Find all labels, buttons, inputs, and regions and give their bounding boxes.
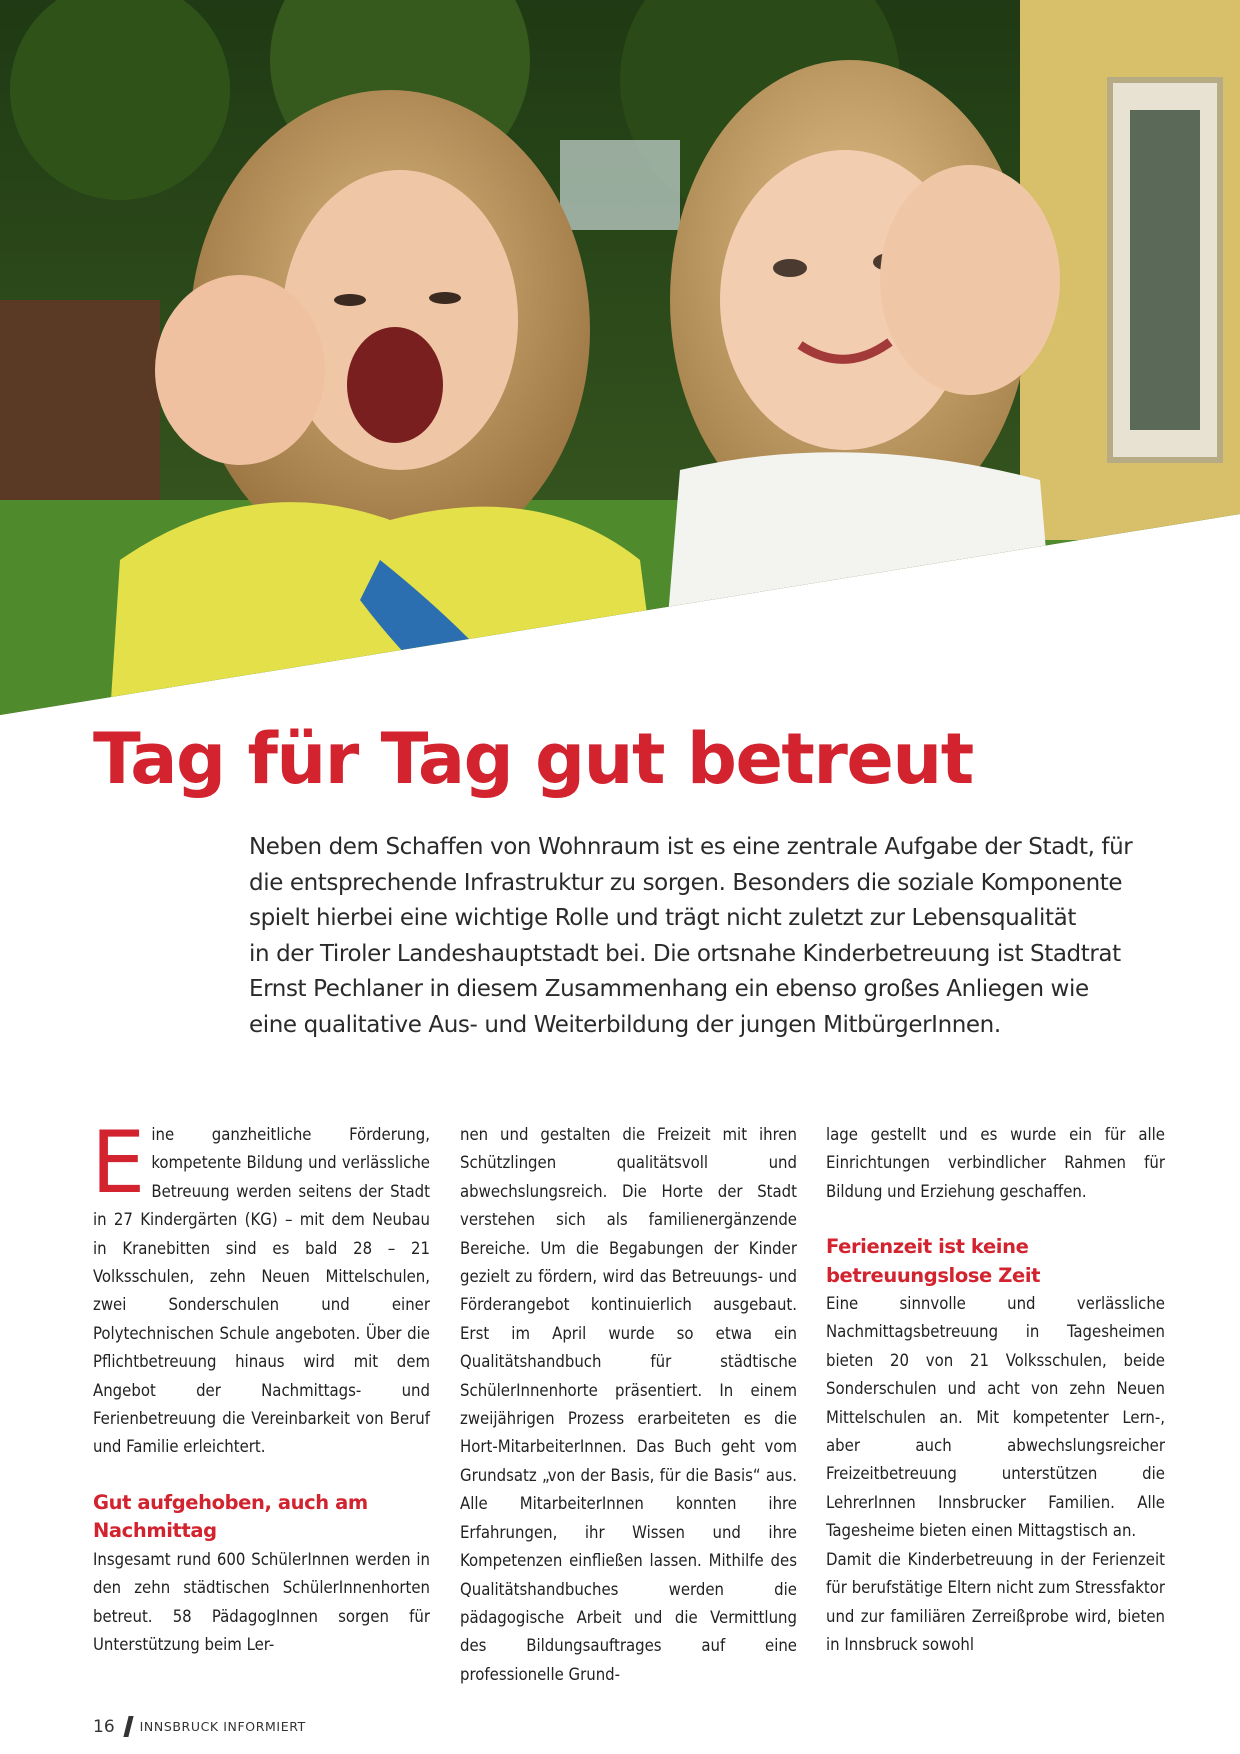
background-building xyxy=(560,140,680,230)
hero-photo xyxy=(0,0,1240,715)
body-paragraph: nen und gestalten die Freizeit mit ihren Schützlingen qualitätsvoll und abwechslungsreich. Die Horte der Stadt verstehen sich als familienergänzende Bereiche. Um die Begabungen der Kinder gezielt zu fördern, wird das Betreuungs- und Förderangebot kontinuierlich ausgebaut. Erst im April wurde so etwa ein Qualitätshandbuch für städtische SchülerInnenhorte präsentiert. In einem zweijährigen Prozess erarbeiteten es die Hort-MitarbeiterInnen. Das Buch geht vom Grundsatz „von der Basis, für die Basis“ aus. Alle MitarbeiterInnen konnten ihre Erfahrungen, ihr Wissen und ihre Kompetenzen einfließen lassen. Mithilfe des Qualitätshandbuches werden die pädagogische Arbeit und die Vermittlung des Bildungsauftrages auf eine professionelle Grund- xyxy=(460,1125,797,1684)
lead-line: spielt hierbei eine wichtige Rolle und trägt nicht zuletzt zur Lebensqualität xyxy=(249,905,1076,931)
lead-line: Ernst Pechlaner in diesem Zusammenhang ein ebenso großes Anliegen wie xyxy=(249,976,1089,1002)
lead-line: in der Tiroler Landeshauptstadt bei. Die ortsnahe Kinderbetreuung ist Stadtrat xyxy=(249,940,1121,967)
page-footer xyxy=(93,1716,306,1737)
lead-paragraph xyxy=(249,830,1179,1043)
wooden-fence xyxy=(0,300,160,530)
publication-name: INNSBRUCK INFORMIERT xyxy=(139,1719,306,1734)
intro-text: ine ganzheitliche Förderung, kompetente Bildung und verlässliche Betreuung werden seitens der Stadt in 27 Kindergärten (KG) – mit dem Neubau in Kranebitten sind es bald 28 – 21 Volksschulen, zehn Neuen Mittelschulen, zwei Sonderschulen und einer Polytechnischen Schule angeboten. Über die Pflichtbetreuung hinaus wird mit dem Angebot der Nachmittags- und Ferienbetreuung die Vereinbarkeit von Beruf und Familie erleichtert. xyxy=(93,1125,430,1457)
section-heading-afternoon: Gut aufgehoben, auch am Nachmittag xyxy=(93,1490,368,1543)
drop-cap: E xyxy=(91,1113,146,1213)
right-child-shirt xyxy=(660,452,1060,715)
article-column-3 xyxy=(826,1121,1165,1659)
article-column-1 xyxy=(91,1113,430,1659)
article-column-2 xyxy=(460,1121,797,1689)
hero-photo-illustration xyxy=(0,0,1240,715)
right-child-hand xyxy=(880,165,1060,395)
slash-divider xyxy=(123,1716,133,1737)
page-number: 16 xyxy=(93,1716,115,1737)
page-title: Tag für Tag gut betreut xyxy=(93,718,973,800)
body-paragraph: Eine sinnvolle und verlässliche Nachmittagsbetreuung in Tagesheimen bieten 20 von 21 Volksschulen, beide Sonderschulen und acht von zehn Neuen Mittelschulen an. Mit kompetenter Lern-, aber auch abwechslungsreicher Freizeitbetreuung unterstützen die LehrerInnen Innsbrucker Familien. Alle Tagesheime bieten einen Mittagstisch an. xyxy=(826,1294,1165,1541)
article-intro-paragraph xyxy=(91,1113,430,1462)
left-child-hand xyxy=(155,275,325,465)
lead-line: eine qualitative Aus- und Weiterbildung der jungen MitbürgerInnen. xyxy=(249,1011,1001,1038)
body-paragraph: lage gestellt und es wurde ein für alle Einrichtungen verbindlicher Rahmen für Bildung und Erziehung geschaffen. xyxy=(826,1125,1165,1201)
body-paragraph: Insgesamt rund 600 SchülerInnen werden in den zehn städtischen SchülerInnenhorten betreut. 58 PädagogInnen sorgen für Unterstützung beim Ler- xyxy=(93,1549,430,1654)
lead-line: Neben dem Schaffen von Wohnraum ist es eine zentrale Aufgabe der Stadt, für xyxy=(249,834,1133,860)
section-heading-holidays: Ferienzeit ist keine betreuungslose Zeit xyxy=(826,1235,1041,1287)
body-paragraph: Damit die Kinderbetreuung in der Ferienzeit für berufstätige Eltern nicht zum Stressfaktor und zur familiären Zerreißprobe wird, bieten in Innsbruck sowohl xyxy=(826,1549,1165,1654)
lead-line: die entsprechende Infrastruktur zu sorgen. Besonders die soziale Komponente xyxy=(249,869,1123,896)
